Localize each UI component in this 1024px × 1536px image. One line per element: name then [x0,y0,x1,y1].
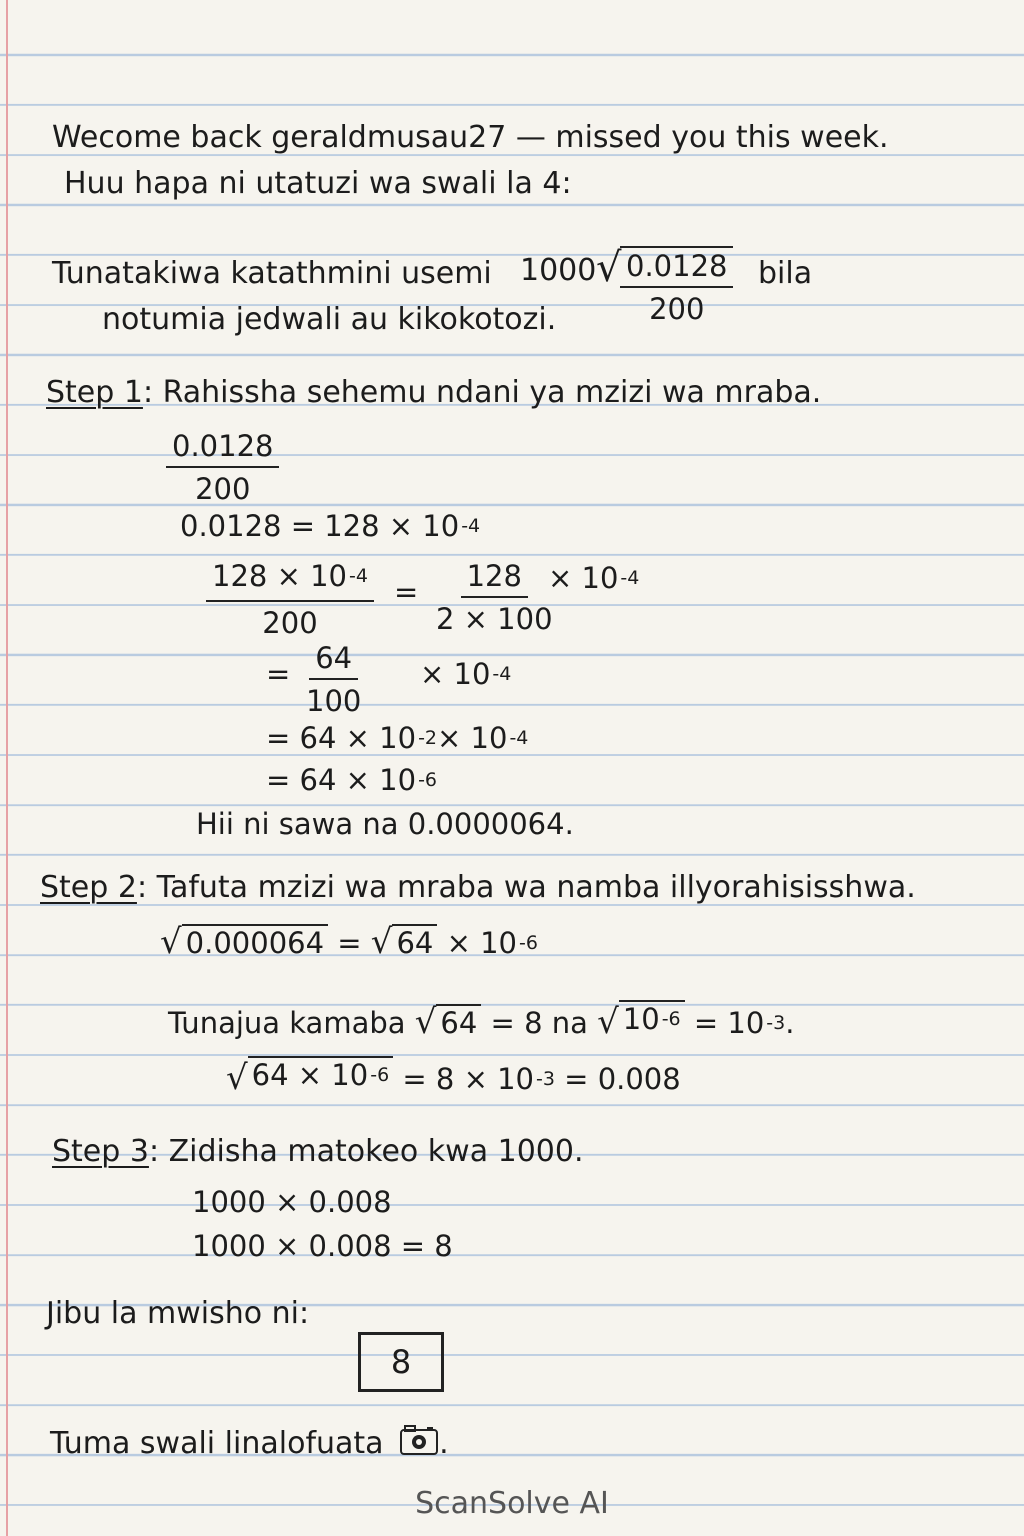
sqrt-icon: √ [226,1058,248,1098]
step2-eq1 [160,924,538,965]
step2-eq2 [168,1000,794,1045]
step1-label: Step 1 [46,375,143,410]
step1-eq2-mult-text: × 10 [548,561,619,595]
sqrt-icon: √ [597,1002,619,1042]
step1-eq1-exp: -4 [461,515,481,537]
step2-eq2-radicand1: 64 [436,1004,481,1040]
step2-eq1-radicand2: 64 [392,924,437,960]
step1-fraction [166,428,279,508]
step2-eq3-rad-exp: -6 [370,1064,390,1086]
footer-brand: ScanSolve AI [415,1486,609,1521]
step1-eq1-text: 0.0128 = 128 × 10 [180,509,460,543]
step1-heading [46,375,821,411]
step1-note: Hii ni sawa na 0.0000064. [196,807,574,841]
step2-eq1-radicand: 0.000064 [182,924,328,960]
step1-eq2-mult [548,560,639,600]
step2-eq2-sqrt1 [415,1004,482,1040]
margin-line [6,0,8,1536]
step1-eq3-num: 64 [309,640,358,680]
step2-label: Step 2 [40,870,137,905]
answer-box [358,1332,444,1392]
intro-line: Huu hapa ni utatuzi wa swali la 4: [64,166,572,201]
step1-eq4-exp1: -2 [418,727,438,749]
problem-fraction [620,246,733,328]
step1-eq5 [266,762,437,802]
step1-eq5-exp: -6 [418,769,438,791]
step1-eq1 [180,508,480,548]
step2-eq2-sqrt2 [597,1000,685,1040]
step1-eq4-b: × 10 [437,721,508,755]
step3-eq2: 1000 × 0.008 = 8 [192,1229,453,1263]
sqrt-icon: √ [160,922,182,962]
step1-eq3-mult-text: × 10 [420,657,491,691]
step2-eq2-c-exp: -3 [766,1012,786,1034]
final-answer: 8 [390,1343,412,1381]
step1-eq3-den: 100 [306,684,362,718]
step1-eq2-equals: = [394,575,419,609]
step1-eq2-left-fraction [206,558,374,642]
problem-line2: notumia jedwali au kikokotozi. [102,302,557,337]
step1-eq2-rden: 2 × 100 [436,602,553,636]
step1-eq4 [266,720,528,760]
step2-heading [40,870,916,906]
step1-eq2-rnum: 128 [461,558,528,598]
step2-eq3-radicand [248,1056,394,1096]
step1-eq3-equals: = [266,657,291,691]
step2-eq3-b: = 8 × 10 [393,1062,534,1096]
step2-eq2-radicand2 [619,1000,685,1040]
problem-word-bila: bila [758,256,813,291]
step2-eq2-rad2-base: 10 [622,1002,660,1036]
step2-eq1-exp: -6 [519,932,538,954]
step2-title: : Tafuta mzizi wa mraba wa namba illyorahisisshwa. [136,870,916,905]
step1-eq4-a: = 64 × 10 [266,721,417,755]
step1-eq3-mult [420,656,511,696]
step2-eq3-rad-base: 64 × 10 [251,1058,369,1092]
problem-numerator: 0.0128 [620,248,733,288]
step3-eq1: 1000 × 0.008 [192,1185,392,1219]
step1-frac-den: 200 [195,472,251,506]
step2-eq1-sqrt [160,924,328,960]
problem-intro: Tunatakiwa katathmini usemi [52,256,492,291]
sqrt-icon: √ [414,1002,437,1042]
sqrt-icon: √ [370,922,393,962]
camera-icon [399,1424,439,1465]
step1-title: : Rahissha sehemu ndani ya mzizi wa mraba. [142,375,822,410]
step3-label: Step 3 [52,1134,149,1169]
step1-eq2-num-exp: -4 [349,565,368,587]
step3-title: : Zidisha matokeo kwa 1000. [148,1134,584,1169]
step1-frac-num: 0.0128 [166,428,279,468]
step1-eq5-text: = 64 × 10 [266,763,417,797]
next-question-text: Tuma swali linalofuata [50,1426,384,1461]
step1-eq2-den: 200 [262,606,318,640]
step2-eq1-equals: = [328,926,371,960]
greeting-line: Wecome back geraldmusau27 — missed you this week. [52,120,889,155]
step2-eq1-sqrt2 [371,924,438,960]
step2-eq2-c: = 10 [684,1006,765,1040]
next-question-line [50,1424,449,1465]
step2-eq3-b-exp: -3 [536,1068,555,1090]
step1-eq3-fraction [306,640,361,720]
problem-coefficient: 1000 [520,253,597,288]
step2-eq1-mult: × 10 [437,926,518,960]
step2-eq2-b: = 8 na [481,1006,598,1040]
step1-eq2-mult-exp: -4 [620,567,640,589]
step1-eq2-num-text: 128 × 10 [212,559,347,593]
step2-eq3 [226,1056,681,1101]
step1-eq2-right-fraction [436,558,553,638]
sqrt-icon: √ [596,245,622,291]
problem-denominator: 200 [649,292,705,326]
step1-eq3-mult-exp: -4 [492,663,512,685]
step2-eq2-end: . [785,1006,795,1040]
step2-eq2-rad2-exp: -6 [661,1008,681,1030]
step2-eq3-sqrt [226,1056,393,1096]
step2-eq3-c: = 0.008 [554,1062,681,1096]
step1-eq4-exp2: -4 [509,727,529,749]
step1-eq2-num [206,558,374,602]
next-question-period: . [439,1426,449,1461]
step2-eq2-a: Tunajua kamaba [168,1006,406,1040]
final-label: Jibu la mwisho ni: [46,1296,310,1331]
step3-heading [52,1134,584,1170]
